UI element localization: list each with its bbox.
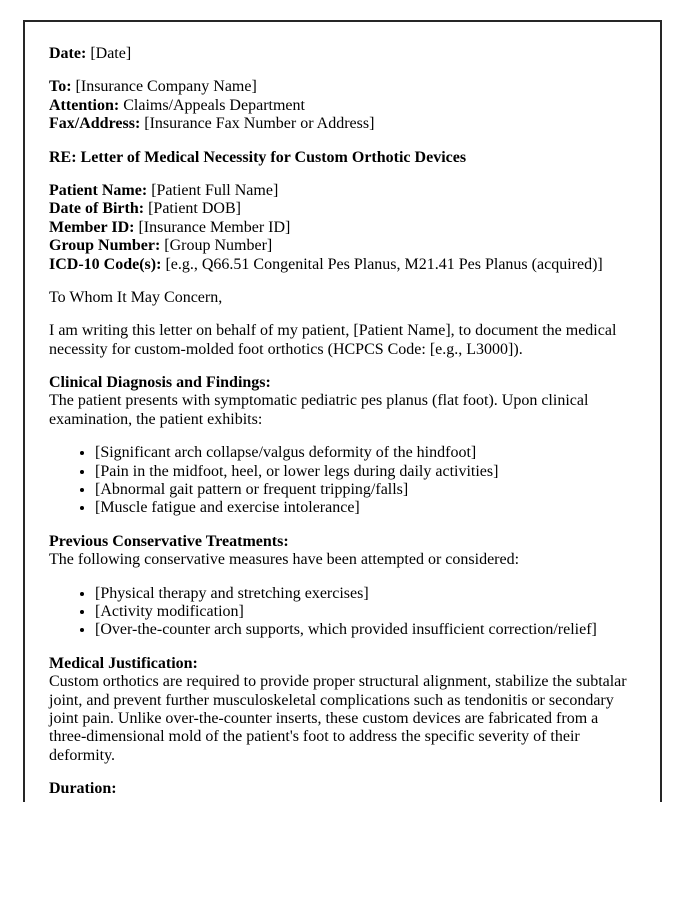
justification-section	[49, 655, 636, 765]
date-line	[49, 45, 636, 63]
member-id-label: Member ID:	[49, 218, 135, 236]
icd10-label: ICD-10 Code(s):	[49, 255, 162, 273]
attention-label: Attention:	[49, 96, 120, 114]
treatment-bullet: • [Over-the-counter arch supports, which provided insufficient correction/relief]	[95, 621, 636, 639]
treatment-bullet: • [Physical therapy and stretching exercises]	[95, 585, 636, 603]
patient-dob-value: [Patient DOB]	[148, 200, 241, 218]
recipient-block	[49, 78, 636, 133]
date-label: Date:	[49, 45, 87, 62]
treatments-heading: Previous Conservative Treatments:	[49, 532, 289, 550]
to-value: [Insurance Company Name]	[75, 78, 257, 96]
clinical-heading: Clinical Diagnosis and Findings:	[49, 374, 271, 392]
subject-text: RE: Letter of Medical Necessity for Custom Orthotic Devices	[49, 148, 467, 166]
group-number-label: Group Number:	[49, 237, 161, 255]
duration-heading: Duration:	[49, 780, 117, 798]
member-id-value: [Insurance Member ID]	[138, 218, 291, 236]
clinical-bullet: • [Significant arch collapse/valgus deformity of the hindfoot]	[95, 444, 636, 462]
fax-value: [Insurance Fax Number or Address]	[144, 115, 375, 133]
patient-name-label: Patient Name:	[49, 181, 148, 199]
clinical-bullet: • [Pain in the midfoot, heel, or lower legs during daily activities]	[95, 463, 636, 481]
letter-page	[23, 20, 662, 802]
fax-label: Fax/Address:	[49, 115, 141, 133]
treatments-list	[49, 585, 636, 640]
treatments-body: The following conservative measures have been attempted or considered:	[49, 551, 520, 569]
justification-body: Custom orthotics are required to provide proper structural alignment, stabilize the subtalar joint, and prevent further musculoskeletal complications such as tendonitis or secondary joint pain. Unlike over-the-counter inserts, these custom devices are fabricated from a three-dimensional mold of the patient's foot to address the specific severity of their deformity.	[49, 673, 627, 764]
patient-info-block	[49, 182, 636, 274]
clinical-section	[49, 374, 636, 429]
duration-section	[49, 780, 636, 798]
date-value: [Date]	[90, 45, 132, 62]
attention-value: Claims/Appeals Department	[123, 96, 305, 114]
salutation: To Whom It May Concern,	[49, 288, 223, 306]
clinical-bullet: • [Muscle fatigue and exercise intolerance]	[95, 499, 636, 517]
clinical-bullet: • [Abnormal gait pattern or frequent tripping/falls]	[95, 481, 636, 499]
patient-dob-label: Date of Birth:	[49, 200, 145, 218]
subject-line	[49, 149, 636, 167]
group-number-value: [Group Number]	[164, 237, 273, 255]
icd10-value: [e.g., Q66.51 Congenital Pes Planus, M21.41 Pes Planus (acquired)]	[165, 255, 603, 273]
to-label: To:	[49, 78, 72, 96]
clinical-body: The patient presents with symptomatic pediatric pes planus (flat foot). Upon clinical examination, the patient exhibits:	[49, 392, 589, 428]
intro-paragraph: I am writing this letter on behalf of my patient, [Patient Name], to document the medical necessity for custom-molded foot orthotics (HCPCS Code: [e.g., L3000]).	[49, 322, 617, 358]
patient-name-value: [Patient Full Name]	[151, 181, 279, 199]
justification-heading: Medical Justification:	[49, 654, 198, 672]
treatment-bullet: • [Activity modification]	[95, 603, 636, 621]
treatments-section	[49, 533, 636, 570]
clinical-findings-list	[49, 444, 636, 518]
